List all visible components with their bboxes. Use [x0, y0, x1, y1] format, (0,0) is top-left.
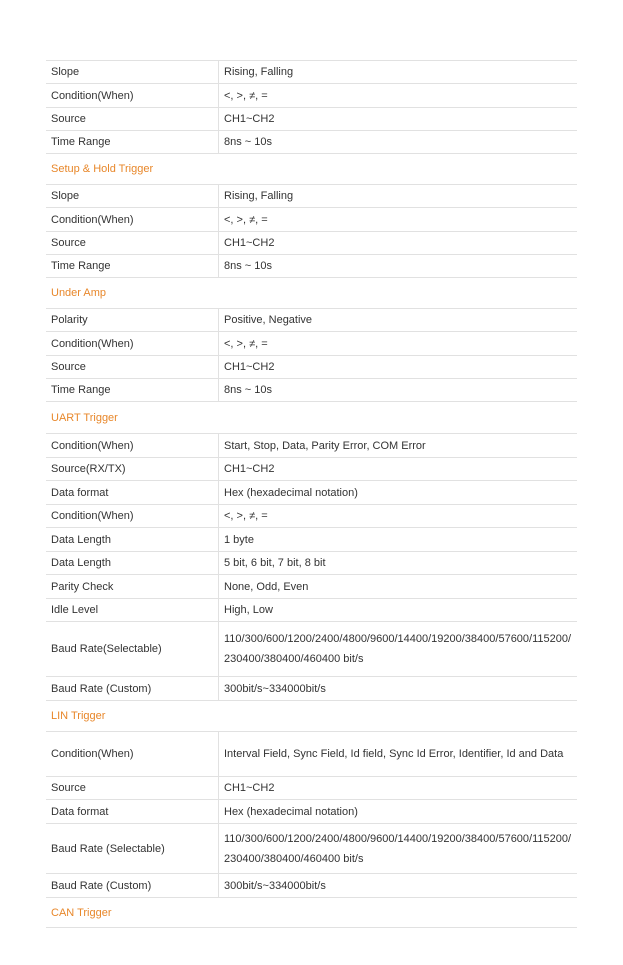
spec-label: Time Range	[51, 260, 111, 272]
spec-value: 1 byte	[218, 528, 577, 551]
spec-row	[46, 184, 577, 207]
section-heading: Under Amp	[51, 287, 107, 299]
spec-row	[46, 331, 577, 355]
spec-value: <, >, ≠, =	[218, 505, 577, 527]
section-heading: UART Trigger	[51, 411, 118, 424]
spec-label: Condition(When)	[51, 213, 134, 226]
spec-value: CH1~CH2	[218, 232, 577, 254]
spec-value: CH1~CH2	[218, 356, 577, 378]
spec-value: Hex (hexadecimal notation)	[218, 800, 577, 823]
spec-row	[46, 308, 577, 331]
spec-label: Time Range	[51, 384, 111, 396]
spec-value: 8ns ~ 10s	[218, 131, 577, 153]
spec-value: CH1~CH2	[218, 108, 577, 130]
spec-value: Rising, Falling	[218, 61, 577, 83]
spec-label: Data format	[51, 805, 109, 818]
spec-value: 5 bit, 6 bit, 7 bit, 8 bit	[218, 552, 577, 574]
spec-label: Data Length	[51, 533, 111, 546]
spec-value: CH1~CH2	[218, 777, 577, 799]
spec-value: Interval Field, Sync Field, Id field, Sync Id Error, Identifier, Id and Data	[218, 732, 577, 776]
spec-row	[46, 527, 577, 551]
spec-row	[46, 598, 577, 621]
spec-row	[46, 621, 577, 676]
spec-value: 300bit/s~334000bit/s	[218, 677, 577, 700]
spec-value: <, >, ≠, =	[218, 84, 577, 107]
spec-value: 110/300/600/1200/2400/4800/9600/14400/19200/38400/57600/115200/230400/380400/460400 bit/s	[218, 622, 577, 676]
spec-value: Hex (hexadecimal notation)	[218, 481, 577, 504]
spec-row	[46, 60, 577, 83]
spec-row	[46, 574, 577, 598]
spec-row	[46, 433, 577, 457]
spec-row	[46, 355, 577, 378]
spec-label: Polarity	[51, 314, 88, 326]
table-border	[46, 927, 577, 928]
spec-value: 8ns ~ 10s	[218, 379, 577, 401]
spec-row	[46, 378, 577, 402]
spec-label: Parity Check	[51, 580, 114, 593]
spec-row	[46, 254, 577, 278]
spec-label: Baud Rate(Selectable)	[51, 643, 162, 655]
section-heading: CAN Trigger	[51, 906, 112, 919]
spec-label: Condition(When)	[51, 439, 134, 452]
spec-row	[46, 231, 577, 254]
spec-row	[46, 83, 577, 107]
spec-row	[46, 457, 577, 480]
spec-value: Rising, Falling	[218, 185, 577, 207]
spec-row	[46, 130, 577, 154]
spec-value: High, Low	[218, 599, 577, 621]
spec-value: CH1~CH2	[218, 458, 577, 480]
spec-label: Slope	[51, 190, 80, 202]
spec-row	[46, 551, 577, 574]
spec-value: 110/300/600/1200/2400/4800/9600/14400/19200/38400/57600/115200/230400/380400/460400 bit/s	[218, 824, 577, 873]
spec-value: 8ns ~ 10s	[218, 255, 577, 277]
spec-label: Source(RX/TX)	[51, 463, 126, 475]
spec-value: 300bit/s~334000bit/s	[218, 874, 577, 897]
spec-document	[46, 60, 577, 928]
spec-value: Start, Stop, Data, Parity Error, COM Error	[218, 434, 577, 457]
spec-label: Idle Level	[51, 604, 99, 616]
spec-label: Time Range	[51, 136, 111, 148]
spec-row	[46, 776, 577, 799]
spec-label: Condition(When)	[51, 510, 134, 522]
spec-row	[46, 504, 577, 527]
spec-label: Source	[51, 113, 86, 125]
spec-row	[46, 107, 577, 130]
spec-row	[46, 731, 577, 776]
spec-row	[46, 799, 577, 823]
spec-value: <, >, ≠, =	[218, 208, 577, 231]
spec-value: <, >, ≠, =	[218, 332, 577, 355]
section-heading: Setup & Hold Trigger	[51, 163, 154, 175]
spec-label: Baud Rate (Selectable)	[51, 842, 165, 855]
spec-row	[46, 823, 577, 873]
spec-label: Condition(When)	[51, 748, 134, 760]
spec-label: Source	[51, 782, 86, 794]
spec-label: Condition(When)	[51, 89, 134, 102]
spec-value: None, Odd, Even	[218, 575, 577, 598]
spec-label: Data Length	[51, 557, 111, 569]
spec-row	[46, 873, 577, 898]
section-heading: LIN Trigger	[51, 710, 106, 722]
spec-label: Baud Rate (Custom)	[51, 682, 152, 695]
spec-label: Condition(When)	[51, 337, 134, 350]
spec-label: Data format	[51, 486, 109, 499]
spec-value: Positive, Negative	[218, 309, 577, 331]
spec-row	[46, 207, 577, 231]
spec-label: Source	[51, 361, 86, 373]
spec-row	[46, 480, 577, 504]
spec-label: Slope	[51, 66, 80, 78]
spec-label: Baud Rate (Custom)	[51, 879, 152, 892]
spec-row	[46, 676, 577, 701]
spec-label: Source	[51, 237, 86, 249]
